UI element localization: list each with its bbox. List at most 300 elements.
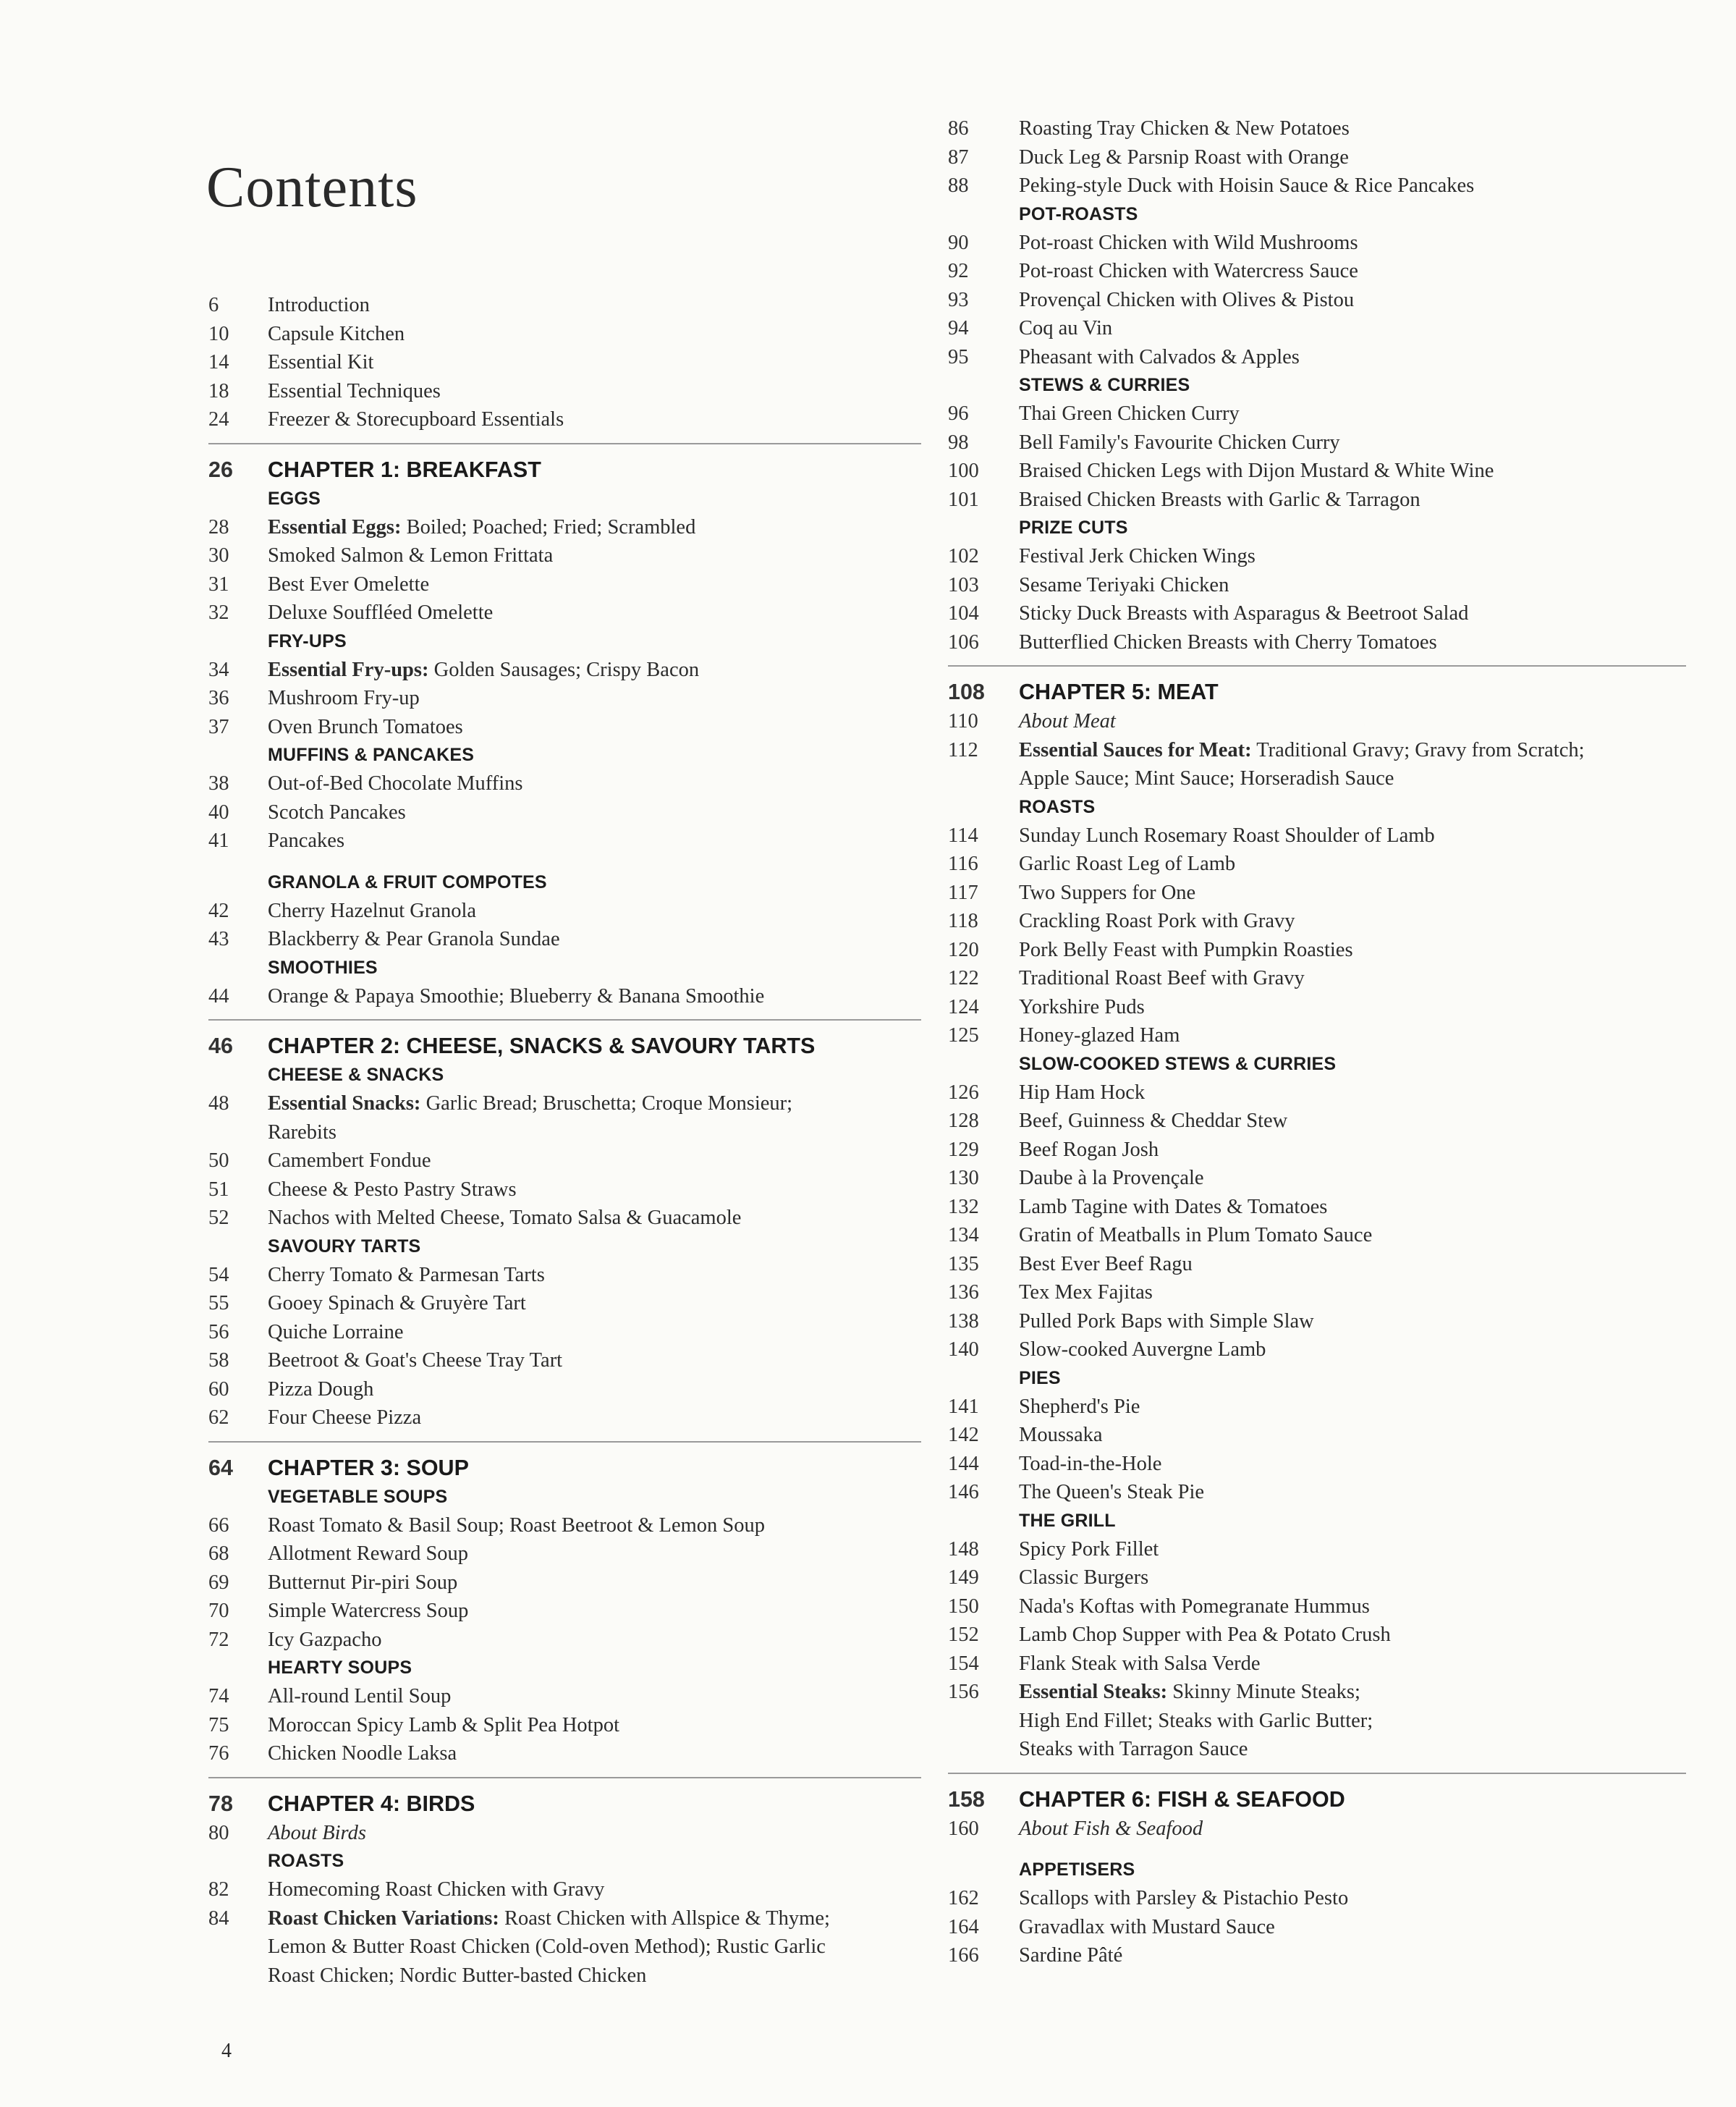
page-ref: 78: [208, 1791, 233, 1816]
page-ref: 32: [208, 601, 229, 624]
page-ref: 117: [948, 881, 978, 904]
contents-entry: [948, 457, 1686, 486]
entry-text: PIES: [1019, 1367, 1061, 1388]
contents-entry: [208, 1819, 921, 1848]
entry-title: [1019, 1250, 1686, 1279]
contents-entry: [208, 1089, 921, 1118]
entry-text: Shepherd's Pie: [1019, 1395, 1140, 1418]
entry-lead: Essential Fry-ups:: [268, 658, 429, 681]
page-ref: 58: [208, 1349, 229, 1372]
section-heading: [948, 514, 1686, 542]
entry-text: PRIZE CUTS: [1019, 518, 1128, 538]
entry-title: [1019, 879, 1686, 908]
contents-entry: [208, 1511, 921, 1540]
page-ref: 142: [948, 1424, 979, 1446]
contents-entry: [208, 570, 921, 599]
entry-title: [1019, 628, 1686, 657]
contents-entry: [948, 1078, 1686, 1107]
entry-title: [268, 570, 921, 599]
contents-entry: [208, 925, 921, 954]
entry-title: [1019, 400, 1686, 428]
entry-title: [268, 713, 921, 742]
entry-text: Rarebits: [268, 1120, 336, 1144]
page-ref: 62: [208, 1406, 229, 1429]
entry-text: Lamb Chop Supper with Pea & Potato Crush: [1019, 1623, 1391, 1646]
entry-text: Festival Jerk Chicken Wings: [1019, 545, 1256, 567]
entry-title: [268, 1346, 921, 1375]
entry-title: [1019, 1393, 1686, 1422]
contents-entry: [208, 541, 921, 570]
page-ref: 138: [948, 1309, 979, 1333]
entry-title: [1019, 428, 1686, 457]
section-heading: [948, 1507, 1686, 1535]
entry-text: Golden Sausages; Crispy Bacon: [428, 658, 700, 681]
page-ref: 118: [948, 910, 978, 932]
entry-title: [268, 599, 921, 628]
entry-text: Gratin of Meatballs in Plum Tomato Sauce: [1019, 1224, 1373, 1246]
entry-text: CHAPTER 1: BREAKFAST: [268, 457, 541, 482]
entry-title: [1019, 964, 1686, 993]
entry-text: Spicy Pork Fillet: [1019, 1537, 1159, 1561]
entry-title: [268, 541, 921, 570]
contents-entry: [948, 229, 1686, 258]
entry-text: Sardine Pâté: [1019, 1944, 1123, 1967]
contents-entry: [948, 1421, 1686, 1450]
entry-title: [268, 1875, 921, 1904]
contents-entry: [208, 1904, 921, 1933]
entry-title: [1019, 1221, 1686, 1250]
chapter-heading: [208, 1441, 921, 1483]
contents-entry: [948, 1735, 1686, 1764]
page-ref: 146: [948, 1481, 979, 1503]
entry-title: [268, 1597, 921, 1626]
contents-entry: [948, 343, 1686, 372]
entry-text: About Birds: [268, 1821, 366, 1844]
page-ref: 140: [948, 1338, 979, 1361]
entry-title: [1019, 1815, 1686, 1844]
entry-text: Gooey Spinach & Gruyère Tart: [268, 1292, 526, 1314]
entry-text: Sunday Lunch Rosemary Roast Shoulder of Lamb: [1019, 824, 1435, 847]
entry-text: Steaks with Tarragon Sauce: [1019, 1738, 1248, 1760]
entry-text: Roast Chicken with Allspice & Thyme;: [499, 1907, 830, 1930]
contents-entry: [948, 1278, 1686, 1307]
chapter-heading: [208, 1777, 921, 1819]
page-ref: 124: [948, 995, 979, 1018]
entry-title: [1019, 1335, 1686, 1364]
entry-text: Blackberry & Pear Granola Sundae: [268, 928, 560, 950]
page-ref: 84: [208, 1907, 229, 1930]
entry-text: Crackling Roast Pork with Gravy: [1019, 910, 1295, 932]
entry-title: [1019, 677, 1686, 707]
page-ref: 87: [948, 145, 969, 169]
page-ref: 101: [948, 488, 979, 511]
contents-entry: [948, 1650, 1686, 1679]
entry-text: CHEESE & SNACKS: [268, 1065, 444, 1085]
page-ref: 126: [948, 1081, 979, 1104]
entry-lead: Essential Steaks:: [1019, 1681, 1168, 1703]
contents-entry: [948, 764, 1686, 793]
entry-title: [1019, 1021, 1686, 1050]
entry-text: Apple Sauce; Mint Sauce; Horseradish Sauce: [1019, 767, 1394, 790]
entry-title: [1019, 1507, 1686, 1535]
entry-text: High End Fillet; Steaks with Garlic Butter;: [1019, 1709, 1373, 1732]
entry-title: [268, 405, 921, 434]
contents-entry: [208, 769, 921, 798]
entry-text: Out-of-Bed Chocolate Muffins: [268, 772, 523, 795]
contents-entry: [948, 707, 1686, 736]
page-ref: 31: [208, 573, 229, 596]
entry-text: Oven Brunch Tomatoes: [268, 715, 463, 738]
contents-entry: [948, 964, 1686, 993]
entry-title: [1019, 1650, 1686, 1679]
page-ref: 102: [948, 545, 979, 567]
entry-title: [1019, 114, 1686, 143]
entry-text: Sticky Duck Breasts with Asparagus & Beetroot Salad: [1019, 602, 1469, 625]
contents-entry: [208, 348, 921, 377]
section-heading: [208, 1061, 921, 1089]
entry-title: [268, 320, 921, 349]
entry-text: Garlic Bread; Bruschetta; Croque Monsieur;: [420, 1092, 793, 1115]
entry-text: CHAPTER 2: CHEESE, SNACKS & SAVOURY TARTS: [268, 1034, 816, 1058]
entry-title: [268, 455, 921, 485]
page-ref: 54: [208, 1263, 229, 1286]
chapter-heading: [208, 1019, 921, 1061]
entry-text: Essential Kit: [268, 351, 374, 373]
entry-title: [268, 1233, 921, 1261]
entry-title: [268, 1847, 921, 1875]
entry-title: [1019, 736, 1686, 765]
entry-text: SMOOTHIES: [268, 957, 378, 978]
entry-title: [1019, 371, 1686, 400]
page-ref: 88: [948, 174, 969, 197]
entry-text: Pheasant with Calvados & Apples: [1019, 345, 1300, 368]
section-heading: [948, 1856, 1686, 1884]
entry-title: [1019, 1478, 1686, 1507]
page-ref: 37: [208, 715, 229, 738]
entry-title: [1019, 286, 1686, 315]
entry-title: [268, 1654, 921, 1682]
entry-title: [268, 377, 921, 406]
entry-text: CHAPTER 5: MEAT: [1019, 680, 1219, 704]
contents-entry: [208, 1568, 921, 1597]
entry-title: [268, 1933, 921, 1962]
page-ref: 41: [208, 829, 229, 852]
page-ref: 10: [208, 322, 229, 345]
entry-text: Pot-roast Chicken with Watercress Sauce: [1019, 260, 1358, 282]
page-ref: 114: [948, 824, 978, 847]
entry-text: Roasting Tray Chicken & New Potatoes: [1019, 117, 1350, 140]
page-ref: 72: [208, 1628, 229, 1651]
entry-title: [268, 684, 921, 713]
entry-text: Lamb Tagine with Dates & Tomatoes: [1019, 1195, 1328, 1218]
entry-title: [1019, 1107, 1686, 1136]
entry-title: [268, 513, 921, 542]
entry-title: [1019, 1621, 1686, 1650]
contents-entry: [208, 982, 921, 1011]
page-ref: 132: [948, 1195, 979, 1218]
page-ref: 92: [948, 260, 969, 282]
entry-text: Thai Green Chicken Curry: [1019, 402, 1240, 425]
entry-title: [268, 1904, 921, 1933]
entry-title: [1019, 1941, 1686, 1970]
page-ref: 108: [948, 680, 985, 704]
entry-text: Four Cheese Pizza: [268, 1406, 422, 1429]
contents-entry: [208, 1739, 921, 1768]
contents-entry: [208, 377, 921, 406]
contents-entry: [208, 291, 921, 320]
section-heading: [208, 1847, 921, 1875]
entry-title: [1019, 571, 1686, 600]
contents-entry: [948, 428, 1686, 457]
contents-entry: [948, 879, 1686, 908]
contents-entry: [948, 1450, 1686, 1479]
contents-entry: [208, 1175, 921, 1204]
contents-entry: [948, 822, 1686, 850]
contents-entry: [948, 1815, 1686, 1844]
page-ref: 122: [948, 967, 979, 989]
entry-title: [1019, 200, 1686, 229]
contents-entry: [208, 1540, 921, 1568]
entry-title: [1019, 457, 1686, 486]
entry-title: [268, 1175, 921, 1204]
contents-entry: [948, 1621, 1686, 1650]
section-heading: [208, 628, 921, 656]
entry-title: [268, 1403, 921, 1432]
entry-title: [268, 1453, 921, 1483]
page-ref: 76: [208, 1742, 229, 1765]
contents-entry: [948, 486, 1686, 515]
contents-entry: [948, 1913, 1686, 1942]
entry-text: The Queen's Steak Pie: [1019, 1481, 1205, 1503]
page-ref: 150: [948, 1595, 979, 1618]
entry-lead: Essential Snacks:: [268, 1092, 421, 1115]
entry-title: [268, 1739, 921, 1768]
entry-title: [268, 1962, 921, 1990]
entry-text: Slow-cooked Auvergne Lamb: [1019, 1338, 1266, 1361]
entry-title: [1019, 707, 1686, 736]
entry-text: About Fish & Seafood: [1019, 1817, 1203, 1840]
entry-text: Cheese & Pesto Pastry Straws: [268, 1178, 517, 1201]
entry-text: CHAPTER 3: SOUP: [268, 1455, 469, 1480]
contents-entry: [208, 798, 921, 827]
page-ref: 30: [208, 544, 229, 567]
contents-entry: [208, 1875, 921, 1904]
page-ref: 158: [948, 1786, 985, 1812]
entry-title: [268, 656, 921, 685]
entry-title: [268, 1118, 921, 1147]
entry-text: Introduction: [268, 294, 370, 316]
entry-title: [268, 954, 921, 982]
spacer: [948, 1843, 1686, 1856]
entry-title: [1019, 514, 1686, 542]
entry-title: [1019, 229, 1686, 258]
entry-title: [268, 925, 921, 954]
page-ref: 68: [208, 1542, 229, 1565]
page-ref: 120: [948, 938, 979, 961]
page-ref: 48: [208, 1092, 229, 1115]
entry-text: Icy Gazpacho: [268, 1628, 382, 1651]
page-ref: 96: [948, 402, 969, 425]
entry-text: Roast Tomato & Basil Soup; Roast Beetroot & Lemon Soup: [268, 1513, 766, 1537]
contents-entry: [948, 850, 1686, 879]
section-heading: [208, 1233, 921, 1261]
contents-entry: [208, 320, 921, 349]
contents-entry: [948, 1250, 1686, 1279]
page-ref: 166: [948, 1944, 979, 1967]
contents-entry: [208, 713, 921, 742]
contents-entry: [948, 1563, 1686, 1592]
entry-title: [268, 628, 921, 656]
entry-title: [268, 897, 921, 926]
page-ref: 135: [948, 1252, 979, 1275]
page-ref: 6: [208, 294, 219, 316]
page-ref: 148: [948, 1537, 979, 1561]
page-ref: 100: [948, 460, 979, 482]
contents-entry: [208, 1204, 921, 1233]
entry-title: [1019, 257, 1686, 286]
page-ref: 46: [208, 1034, 233, 1058]
entry-text: Provençal Chicken with Olives & Pistou: [1019, 288, 1355, 311]
entry-title: [1019, 172, 1686, 200]
entry-title: [268, 1483, 921, 1511]
page-ref: 162: [948, 1887, 979, 1909]
page-ref: 64: [208, 1455, 233, 1480]
page-ref: 125: [948, 1024, 979, 1047]
contents-entry: [948, 1107, 1686, 1136]
contents-entry: [948, 936, 1686, 965]
entry-text: VEGETABLE SOUPS: [268, 1486, 448, 1507]
page-ref: 144: [948, 1452, 979, 1475]
section-heading: [948, 793, 1686, 822]
contents-entry: [208, 1711, 921, 1740]
page-number: 4: [221, 2040, 232, 2062]
page-ref: 28: [208, 515, 229, 539]
entry-title: [1019, 343, 1686, 372]
contents-entry: [948, 628, 1686, 657]
entry-text: Hip Ham Hock: [1019, 1081, 1146, 1104]
entry-text: EGGS: [268, 488, 321, 509]
entry-title: [1019, 793, 1686, 822]
entry-lead: Essential Eggs:: [268, 515, 402, 539]
entry-text: Peking-style Duck with Hoisin Sauce & Rice Pancakes: [1019, 174, 1475, 197]
entry-text: Pot-roast Chicken with Wild Mushrooms: [1019, 231, 1358, 254]
entry-text: Deluxe Souffléed Omelette: [268, 601, 494, 624]
page-ref: 36: [208, 687, 229, 709]
entry-text: Roast Chicken; Nordic Butter-basted Chicken: [268, 1964, 647, 1987]
page-ref: 56: [208, 1320, 229, 1343]
contents-entry: [948, 1678, 1686, 1707]
page-ref: 70: [208, 1600, 229, 1622]
page-ref: 103: [948, 573, 979, 596]
contents-entry: [208, 513, 921, 542]
entry-title: [1019, 1563, 1686, 1592]
entry-title: [268, 869, 921, 897]
entry-title: [268, 1511, 921, 1540]
entry-title: [268, 1318, 921, 1347]
contents-entry: [208, 1147, 921, 1175]
contents-right-column: [948, 114, 1686, 1970]
entry-text: Camembert Fondue: [268, 1149, 431, 1172]
contents-entry: [208, 1261, 921, 1290]
entry-text: Skinny Minute Steaks;: [1167, 1681, 1360, 1703]
contents-entry: [948, 571, 1686, 600]
contents-entry: [948, 542, 1686, 571]
entry-text: Traditional Gravy; Gravy from Scratch;: [1251, 738, 1585, 761]
contents-entry: [948, 314, 1686, 343]
contents-entry: [208, 827, 921, 856]
entry-title: [268, 1819, 921, 1848]
entry-text: Moussaka: [1019, 1424, 1103, 1446]
page-ref: 116: [948, 853, 978, 875]
entry-text: Freezer & Storecupboard Essentials: [268, 408, 564, 431]
entry-text: Braised Chicken Legs with Dijon Mustard & White Wine: [1019, 460, 1494, 482]
entry-title: [1019, 486, 1686, 515]
page-ref: 98: [948, 431, 969, 454]
entry-title: [1019, 599, 1686, 628]
page-ref: 160: [948, 1817, 979, 1840]
entry-title: [268, 1289, 921, 1318]
entry-title: [268, 1711, 921, 1740]
entry-text: Cherry Hazelnut Granola: [268, 899, 477, 922]
entry-text: FRY-UPS: [268, 630, 347, 651]
entry-text: Chicken Noodle Laksa: [268, 1742, 457, 1765]
contents-entry: [948, 1707, 1686, 1736]
contents-entry: [208, 599, 921, 628]
chapter-heading: [948, 665, 1686, 707]
entry-title: [1019, 1364, 1686, 1393]
entry-title: [268, 1626, 921, 1655]
page-ref: 128: [948, 1110, 979, 1132]
page-ref: 24: [208, 408, 229, 431]
entry-text: Two Suppers for One: [1019, 881, 1196, 904]
contents-entry: [948, 1136, 1686, 1165]
entry-title: [268, 1261, 921, 1290]
contents-entry: [208, 1962, 921, 1990]
entry-title: [1019, 1884, 1686, 1913]
page-ref: 152: [948, 1623, 979, 1646]
entry-text: Bell Family's Favourite Chicken Curry: [1019, 431, 1340, 454]
entry-text: APPETISERS: [1019, 1859, 1135, 1880]
entry-text: MUFFINS & PANCAKES: [268, 745, 475, 765]
page-ref: 26: [208, 457, 233, 482]
chapter-heading: [948, 1773, 1686, 1815]
entry-title: [1019, 1592, 1686, 1621]
entry-title: [1019, 314, 1686, 343]
entry-title: [1019, 143, 1686, 172]
contents-entry: [948, 736, 1686, 765]
page-ref: 44: [208, 984, 229, 1008]
entry-title: [268, 769, 921, 798]
contents-entry: [948, 400, 1686, 428]
contents-entry: [948, 257, 1686, 286]
contents-entry: [948, 993, 1686, 1022]
contents-entry: [208, 1597, 921, 1626]
contents-entry: [208, 1318, 921, 1347]
entry-text: ROASTS: [1019, 796, 1096, 817]
entry-text: Pork Belly Feast with Pumpkin Roasties: [1019, 938, 1353, 961]
contents-entry: [948, 1221, 1686, 1250]
entry-title: [1019, 1735, 1686, 1764]
entry-title: [1019, 907, 1686, 936]
page-ref: 154: [948, 1652, 979, 1675]
entry-title: [268, 485, 921, 513]
entry-text: Scallops with Parsley & Pistachio Pesto: [1019, 1887, 1349, 1909]
entry-title: [268, 1204, 921, 1233]
entry-title: [268, 1540, 921, 1568]
page-ref: 43: [208, 928, 229, 950]
entry-text: Moroccan Spicy Lamb & Split Pea Hotpot: [268, 1713, 620, 1736]
entry-text: STEWS & CURRIES: [1019, 375, 1190, 395]
